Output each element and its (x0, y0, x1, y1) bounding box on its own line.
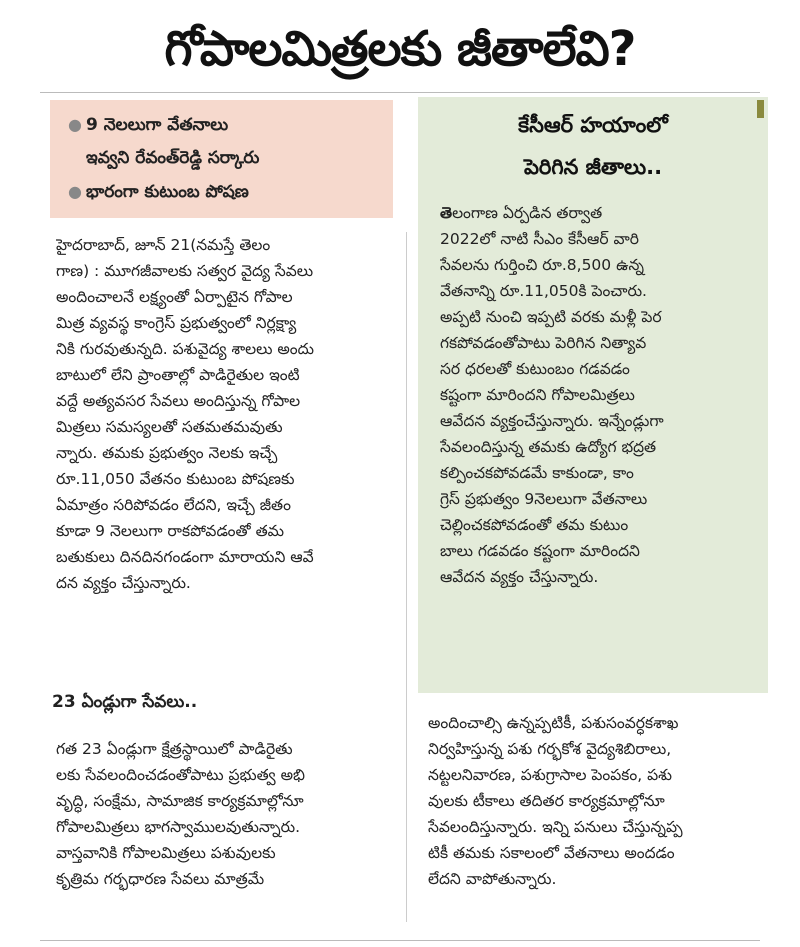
sidebar-title (418, 104, 768, 188)
highlight-text: 9 నెలలుగా వేతనాలు (86, 115, 229, 135)
sidebar-line: ఆవేదన వ్యక్తం చేస్తున్నారు. (440, 568, 599, 586)
sidebar-line: కల్పించకపోవడమే కాకుండా, కాం (440, 464, 634, 482)
highlight-item (68, 175, 383, 209)
sidebar-line: చెల్లించకపోవడంతో తమ కుటుం (440, 516, 629, 534)
highlight-text: భారంగా కుటుంబ పోషణ (86, 182, 249, 202)
sidebar-line: కష్టంగా మారిందని గోపాలమిత్రలు (440, 386, 635, 404)
article-line: అందించాలనే లక్ష్యంతో ఏర్పాటైన గోపాల (56, 288, 293, 306)
article-line: కూడా 9 నెలలుగా రాకపోవడంతో తమ (56, 522, 285, 540)
sidebar-title-line: కేసీఆర్ హయాంలో (518, 113, 668, 137)
article-line: న్నారు. తమకు ప్రభుత్వం నెలకు ఇచ్చే (56, 444, 278, 462)
sidebar-lead-word: తె (440, 204, 453, 222)
article-line: కృత్రిమ గర్భధారణ సేవలు మాత్రమే (56, 870, 265, 888)
article-line: లకు సేవలందించడంతోపాటు ప్రభుత్వ అభి (56, 766, 305, 784)
sidebar-line: బాలు గడవడం కష్టంగా మారిందని (440, 542, 640, 560)
sidebar-body (440, 200, 758, 590)
article-line: గోపాలమిత్రలు భాగస్వాములవుతున్నారు. (56, 818, 301, 836)
sidebar-line: గ్రెస్ ప్రభుత్వం 9నెలలుగా వేతనాలు (440, 490, 648, 508)
sidebar-line: గకపోవడంతోపాటు పెరిగిన నిత్యావ (440, 334, 647, 352)
highlight-text: ఇవ్వని రేవంత్‌రెడ్డి సర్కారు (86, 148, 260, 168)
continuation-line: వులకు టీకాలు తదితర కార్యక్రమాల్లోనూ (428, 792, 665, 810)
sidebar-line: సేవలను గుర్తించి రూ.8,500 ఉన్న (440, 256, 644, 274)
headline: గోపాలమిత్రలకు జీతాలేవి? (164, 21, 636, 77)
sidebar-line: సర ధరలతో కుటుంబం గడవడం (440, 360, 630, 378)
continuation-line: సేవలందిస్తున్నారు. ఇన్ని పనులు చేస్తున్నప్ప (428, 818, 683, 836)
sidebar-line: 2022లో నాటి సీఎం కేసీఆర్ వారి (440, 230, 639, 248)
sidebar-line: ఆవేదన వ్యక్తంచేస్తున్నారు. ఇన్నేండ్లుగా (440, 412, 664, 430)
highlight-item (68, 108, 383, 142)
sidebar-line-text: లంగాణ ఏర్పడిన తర్వాత (452, 204, 603, 222)
sidebar-line: సేవలందిస్తున్న తమకు ఉద్యోగ భద్రత (440, 438, 657, 456)
sidebar-line: అప్పటి నుంచి ఇప్పటి వరకు మళ్లీ పెర (440, 308, 662, 326)
highlights-box (50, 100, 393, 218)
article-line: వృద్ధి, సంక్షేమ, సామాజిక కార్యక్రమాల్లోనూ (56, 792, 304, 810)
continuation-line: నట్టలనివారణ, పశుగ్రాసాల పెంపకం, పశు (428, 766, 673, 784)
article-line: వాస్తవానికి గోపాలమిత్రలు పశువులకు (56, 844, 276, 862)
sidebar-line (440, 200, 758, 226)
article-line: దన వ్యక్తం చేస్తున్నారు. (56, 574, 191, 592)
bullet-icon: ● (68, 115, 82, 134)
bullet-icon: ● (68, 182, 82, 201)
article-line: రూ.11,050 వేతనం కుటుంబ పోషణకు (56, 470, 295, 488)
article-line: నికి గురవుతున్నది. పశువైద్య శాలలు అందు (56, 340, 314, 358)
continuation-line: అందించాల్సి ఉన్నప్పటికీ, పశుసంవర్ధకశాఖ (428, 714, 679, 732)
continuation-line: టికీ తమకు సకాలంలో వేతనాలు అందడం (428, 844, 675, 862)
continuation-line: లేదని వాపోతున్నారు. (428, 870, 557, 888)
continuation-body (428, 710, 768, 892)
article-line: హైదరాబాద్, జూన్ 21(నమస్తే తెలం (56, 236, 271, 254)
top-divider (40, 92, 760, 93)
sidebar-title-line: పెరిగిన జీతాలు.. (523, 155, 663, 179)
article-line: బాటులో లేని ప్రాంతాల్లో పాడిరైతుల ఇంటి (56, 366, 300, 384)
article-line: ఏమాత్రం సరిపోవడం లేదని, ఇచ్చే జీతం (56, 496, 291, 514)
main-article-body-2 (56, 736, 394, 892)
continuation-line: నిర్వహిస్తున్న పశు గర్భకోశ వైద్యశిబిరాలు, (428, 740, 672, 758)
article-line: వద్దే అత్యవసర సేవలు అందిస్తున్న గోపాల (56, 392, 301, 410)
article-line: గాణ) : మూగజీవాలకు సత్వర వైద్య సేవలు (56, 262, 314, 280)
article-line: మిత్రలు సమస్యలతో సతమతమవుతు (56, 418, 283, 436)
article-line: గత 23 ఏండ్లుగా క్షేత్రస్థాయిలో పాడిరైతు (56, 740, 293, 758)
column-divider (406, 232, 407, 922)
sidebar-line: వేతనాన్ని రూ.11,050కి పెంచారు. (440, 282, 647, 300)
main-article-body (56, 232, 394, 596)
bottom-divider (40, 940, 760, 941)
highlight-item (68, 142, 383, 175)
article-line: బతుకులు దినదినగండంగా మారాయని ఆవే (56, 548, 314, 566)
article-line: మిత్ర వ్యవస్థ కాంగ్రెస్ ప్రభుత్వంలో నిర్లక్ష్యా (56, 314, 297, 332)
article-subhead: 23 ఏండ్లుగా సేవలు.. (52, 692, 198, 712)
